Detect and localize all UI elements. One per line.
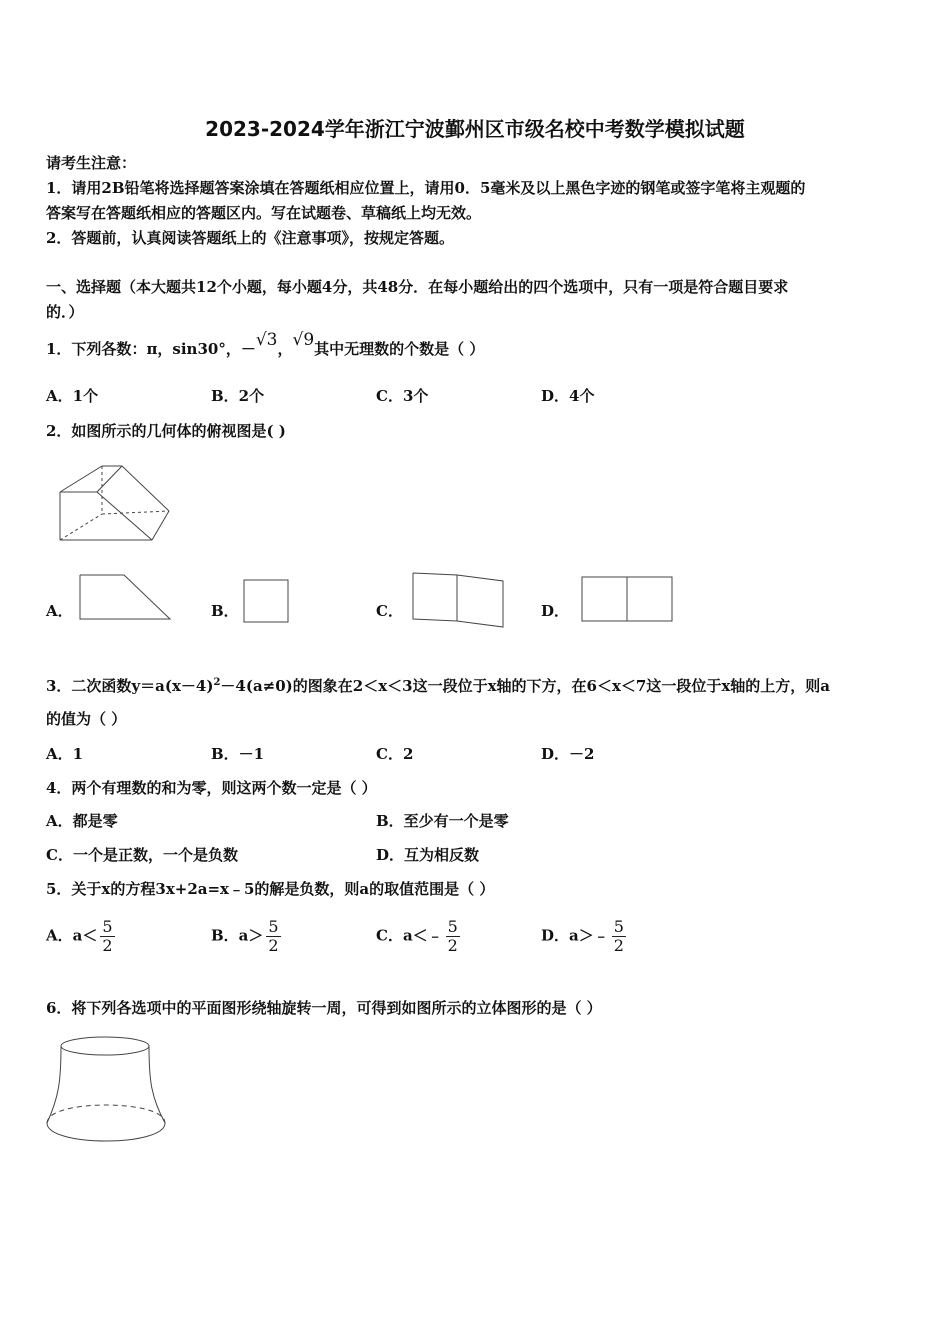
q2-stem: 2．如图所示的几何体的俯视图是( )	[46, 422, 286, 440]
q4-stem: 4．两个有理数的和为零，则这两个数一定是（ ）	[46, 779, 377, 797]
q4-option-c: C．一个是正数，一个是负数	[46, 846, 238, 864]
q1-option-b: B．2个	[211, 387, 265, 405]
q4-option-b: B．至少有一个是零	[376, 812, 509, 830]
q5-option-c-label: C．a＜﹣	[376, 926, 443, 945]
q2-option-d: D．	[541, 602, 570, 620]
q5-option-a-fraction	[100, 918, 114, 955]
page-title: 2023-2024学年浙江宁波鄞州区市级名校中考数学模拟试题	[205, 117, 745, 141]
fraction-numerator: 5	[613, 917, 624, 936]
fraction-numerator: 5	[102, 917, 113, 936]
fraction-denominator: 2	[447, 936, 458, 955]
q1-sqrt-3: √3	[255, 330, 278, 350]
q5-option-a	[46, 918, 115, 955]
q1-stem-b: 其中无理数的个数是（ ）	[314, 340, 485, 358]
section-heading-line-2: 的．）	[46, 303, 84, 321]
q2-option-c-figure	[413, 573, 505, 629]
q6-bottom-back-arc	[47, 1105, 165, 1123]
q1-option-c: C．3个	[376, 387, 429, 405]
q4-option-a: A．都是零	[46, 812, 118, 830]
q5-option-a-label: A．a＜	[46, 926, 98, 945]
q5-option-d-fraction	[612, 918, 626, 955]
q3-exponent: 2	[213, 677, 221, 688]
q3-option-b: B．－1	[211, 745, 265, 763]
q6-top-ellipse	[61, 1037, 149, 1055]
q2-fig-edge	[122, 466, 169, 511]
fraction-denominator: 2	[613, 936, 624, 955]
q2-option-c-shape-left	[413, 573, 457, 621]
fraction-numerator: 5	[268, 917, 279, 936]
q2-option-a: A．	[46, 602, 73, 620]
notice-line-1: 1．请用2B铅笔将选择题答案涂填在答题纸相应位置上，请用0．5毫米及以上黑色字迹的钢笔或签字笔将主观题的	[46, 179, 806, 197]
q2-option-a-shape	[80, 575, 170, 619]
q2-option-a-figure	[80, 575, 172, 621]
q3-option-c: C．2	[376, 745, 414, 763]
q5-option-b-fraction	[266, 918, 280, 955]
q6-left-profile	[47, 1046, 61, 1123]
q6-bottom-front-arc	[47, 1123, 165, 1141]
q3-stem-b: －4(a≠0)的图象在2＜x＜3这一段位于x轴的下方，在6＜x＜7这一段位于x轴的上方，则a	[220, 677, 831, 695]
q1-option-d: D．4个	[541, 387, 595, 405]
q3-option-d: D．－2	[541, 745, 595, 763]
q1-stem	[46, 330, 485, 359]
q2-option-b-figure	[244, 580, 290, 624]
fraction-denominator: 2	[268, 936, 279, 955]
q1-stem-a: 1．下列各数：π，sin30°，－	[46, 340, 256, 358]
q2-fig-hidden-edge	[102, 511, 169, 514]
q3-option-a: A．1	[46, 745, 84, 763]
q6-stem: 6．将下列各选项中的平面图形绕轴旋转一周，可得到如图所示的立体图形的是（ ）	[46, 999, 602, 1017]
q5-option-b-label: B．a＞	[211, 926, 264, 945]
q2-solid-figure	[52, 460, 177, 548]
notice-line-2: 2．答题前，认真阅读答题纸上的《注意事项》，按规定答题。	[46, 229, 454, 247]
fraction-numerator: 5	[447, 917, 458, 936]
q1-comma: ，	[277, 340, 293, 358]
q2-fig-edge	[152, 511, 169, 540]
fraction-denominator: 2	[102, 936, 113, 955]
q2-option-d-figure	[582, 577, 674, 623]
q6-solid-figure	[45, 1035, 170, 1150]
q2-option-b-shape	[244, 580, 288, 622]
q5-option-d	[541, 918, 626, 955]
q3-stem-line-2: 的值为（ ）	[46, 710, 127, 728]
q1-sqrt-9: √9	[292, 330, 315, 350]
notice-line-1b: 答案写在答题纸相应的答题区内。写在试题卷、草稿纸上均无效。	[46, 204, 482, 222]
q1-option-a: A．1个	[46, 387, 99, 405]
q5-option-c-fraction	[446, 918, 460, 955]
q2-option-b: B．	[211, 602, 239, 620]
q2-fig-hidden-edge	[60, 514, 102, 540]
q2-fig-edge	[97, 466, 122, 492]
q5-option-d-label: D．a＞﹣	[541, 926, 609, 945]
q5-option-b	[211, 918, 281, 955]
q2-fig-edge	[97, 492, 152, 540]
section-heading-line-1: 一、选择题（本大题共12个小题，每小题4分，共48分．在每小题给出的四个选项中，只有一项是符合题目要求	[46, 278, 789, 296]
q3-stem-a: 3．二次函数y＝a(x－4)	[46, 677, 214, 695]
notice-heading: 请考生注意：	[46, 154, 137, 172]
q3-stem-line-1	[46, 673, 830, 696]
q2-option-c: C．	[376, 602, 403, 620]
q2-fig-edge	[60, 466, 102, 492]
q5-stem: 5．关于x的方程3x+2a=x﹣5的解是负数，则a的取值范围是（ ）	[46, 880, 495, 898]
q5-option-c	[376, 918, 460, 955]
q2-option-c-shape-right	[457, 575, 503, 627]
q4-option-d: D．互为相反数	[376, 846, 480, 864]
